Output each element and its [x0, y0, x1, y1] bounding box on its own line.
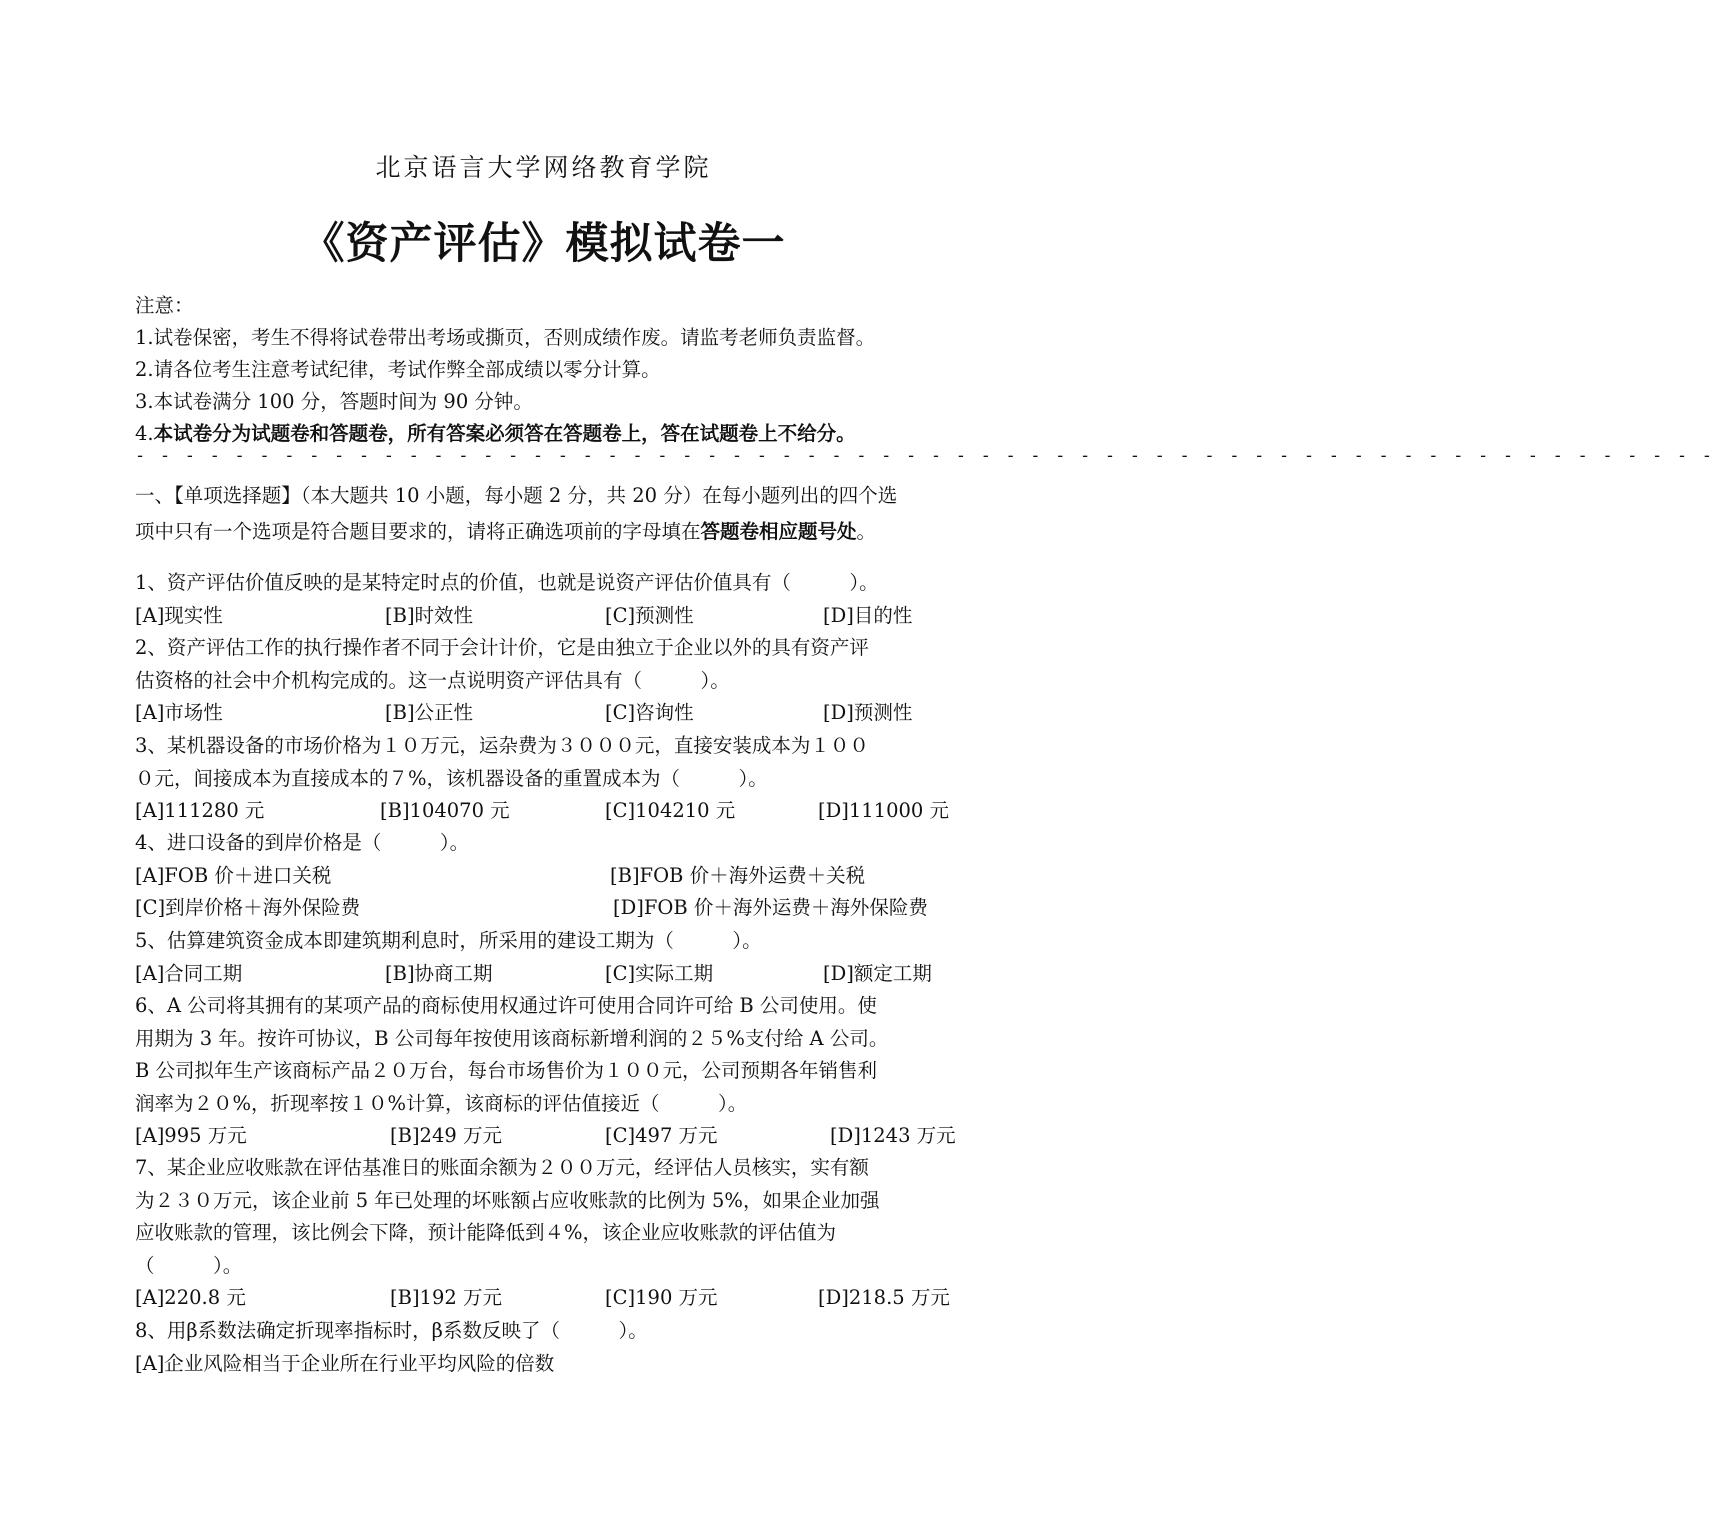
notice-block [135, 290, 965, 450]
option-b: [B]协商工期 [385, 961, 493, 985]
section-line-2-text: 项中只有一个选项是符合题目要求的，请将正确选项前的字母填在 [135, 520, 701, 543]
option-d: [D]目的性 [823, 603, 913, 627]
option-a: [A]现实性 [135, 603, 223, 627]
section-line-2-bold: 答题卷相应题号处 [700, 520, 857, 543]
question-4-options-row-2 [135, 892, 965, 925]
option-a: [A]995 万元 [135, 1124, 247, 1147]
question-1-options [135, 600, 965, 633]
option-c: [C]实际工期 [605, 961, 714, 985]
option-b: [B]公正性 [385, 701, 474, 724]
notice-heading: 注意： [135, 294, 194, 317]
question-8 [135, 1315, 965, 1380]
option-c: [C]咨询性 [605, 701, 694, 724]
question-1-stem: 1、资产评估价值反映的是某特定时点的价值，也就是说资产评估价值具有（ ）。 [135, 571, 879, 594]
question-4 [135, 827, 965, 925]
option-a: [A]220.8 元 [135, 1286, 246, 1309]
option-d: [D]1243 万元 [830, 1124, 956, 1147]
section-instructions [135, 478, 965, 550]
option-c: [C]104210 元 [605, 799, 736, 822]
section-line-2 [135, 514, 965, 550]
option-d: [D]FOB 价＋海外运费＋海外保险费 [613, 896, 928, 919]
question-3-stem-1: 3、某机器设备的市场价格为１０万元，运杂费为３０００元，直接安装成本为１００ [135, 734, 869, 757]
option-d: [D]额定工期 [823, 961, 932, 985]
question-8-option-a: [A]企业风险相当于企业所在行业平均风险的倍数 [135, 1351, 555, 1375]
option-a: [A]111280 元 [135, 799, 265, 822]
question-5-options [135, 958, 965, 991]
option-d: [D]218.5 万元 [818, 1286, 950, 1309]
question-6-options [135, 1120, 965, 1153]
question-6-stem-3: B 公司拟年生产该商标产品２０万台，每台市场售价为１００元，公司预期各年销售利 [135, 1059, 878, 1082]
dashed-divider: - - - - - - - - - - - - - - - - - - - - - - - - - - - - - - - - - - - - - - - - - - - - - - - - - - - - - - - - - - - - - - - - [135, 446, 1714, 466]
question-2 [135, 632, 965, 730]
question-6-stem-2: 用期为 3 年。按许可协议，B 公司每年按使用该商标新增利润的２５%支付给 A 公司。 [135, 1026, 889, 1050]
notice-item-4-number: 4. [135, 422, 154, 445]
question-4-stem: 4、进口设备的到岸价格是（ ）。 [135, 831, 470, 854]
option-c: [C]497 万元 [605, 1124, 718, 1147]
question-2-options [135, 697, 965, 730]
question-1 [135, 567, 965, 632]
question-3-options [135, 795, 965, 828]
option-b: [B]FOB 价＋海外运费＋关税 [610, 863, 866, 887]
question-7-options [135, 1282, 965, 1315]
question-8-stem: 8、用β系数法确定折现率指标时，β系数反映了（ ）。 [135, 1319, 648, 1342]
option-d: [D]111000 元 [818, 799, 949, 822]
option-a: [A]市场性 [135, 701, 223, 724]
section-line-2-end: 。 [856, 520, 877, 543]
section-line-1: 一、【单项选择题】（本大题共 10 小题，每小题 2 分，共 20 分）在每小题列出的四个选 [135, 484, 898, 507]
option-c: [C]预测性 [605, 603, 694, 627]
question-2-stem-1: 2、资产评估工作的执行操作者不同于会计计价，它是由独立于企业以外的具有资产评 [135, 636, 869, 659]
option-c: [C]190 万元 [605, 1286, 718, 1309]
option-b: [B]104070 元 [380, 799, 510, 822]
option-b: [B]时效性 [385, 603, 474, 627]
notice-item-4-text: 本试卷分为试题卷和答题卷，所有答案必须答在答题卷上，答在试题卷上不给分。 [153, 422, 856, 445]
question-6-stem-1: 6、A 公司将其拥有的某项产品的商标使用权通过许可使用合同许可给 B 公司使用。使 [135, 994, 877, 1017]
question-6 [135, 990, 965, 1153]
option-b: [B]249 万元 [390, 1124, 502, 1147]
question-7-stem-4: （ ）。 [135, 1253, 243, 1277]
question-7-stem-2: 为２３０万元，该企业前 5 年已处理的坏账额占应收账款的比例为 5%，如果企业加强 [135, 1188, 880, 1212]
option-a: [A]合同工期 [135, 961, 243, 985]
question-7-stem-3: 应收账款的管理，该比例会下降，预计能降低到４%，该企业应收账款的评估值为 [135, 1221, 837, 1244]
question-3 [135, 730, 965, 828]
option-c: [C]到岸价格＋海外保险费 [135, 896, 361, 919]
question-6-stem-4: 润率为２０%，折现率按１０%计算，该商标的评估值接近（ ）。 [135, 1091, 748, 1115]
notice-item-1: 1.试卷保密，考生不得将试卷带出考场或撕页，否则成绩作废。请监考老师负责监督。 [135, 326, 876, 349]
school-name: 北京语言大学网络教育学院 [375, 153, 712, 182]
question-4-options-row-1 [135, 860, 965, 893]
question-3-stem-2: ０元，间接成本为直接成本的７%，该机器设备的重置成本为（ ）。 [135, 766, 768, 790]
question-5-stem: 5、估算建筑资金成本即建筑期利息时，所采用的建设工期为（ ）。 [135, 929, 762, 952]
option-a: [A]FOB 价＋进口关税 [135, 863, 332, 887]
question-2-stem-2: 估资格的社会中介机构完成的。这一点说明资产评估具有（ ）。 [135, 668, 730, 692]
question-5 [135, 925, 965, 990]
question-7-stem-1: 7、某企业应收账款在评估基准日的账面余额为２００万元，经评估人员核实，实有额 [135, 1156, 869, 1179]
option-b: [B]192 万元 [390, 1286, 502, 1309]
notice-item-3: 3.本试卷满分 100 分，答题时间为 90 分钟。 [135, 390, 533, 413]
option-d: [D]预测性 [823, 701, 913, 724]
exam-title: 《资产评估》模拟试卷一 [301, 219, 786, 269]
question-7 [135, 1152, 965, 1315]
notice-item-2: 2.请各位考生注意考试纪律，考试作弊全部成绩以零分计算。 [135, 358, 661, 381]
